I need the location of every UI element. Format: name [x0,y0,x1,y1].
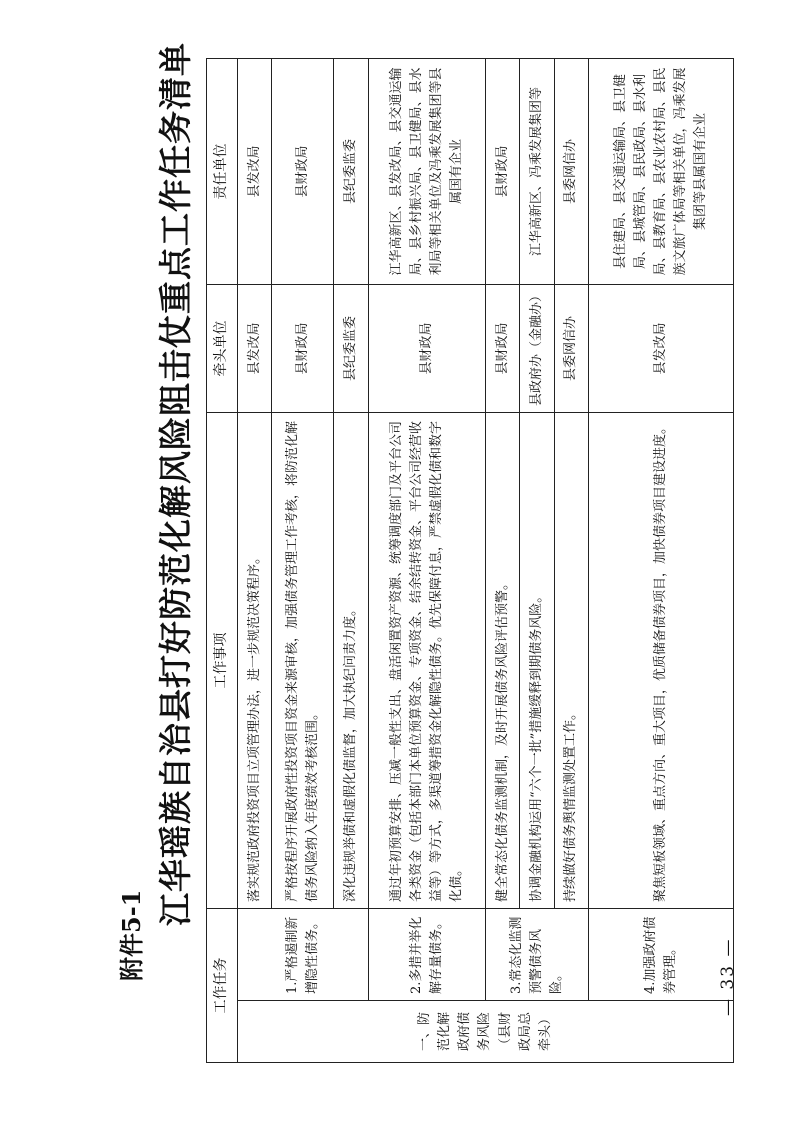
resp-cell: 县住建局、县交通运输局、县卫健局、县城管局、县民政局、县水利局、县教育局、县农业农村局、县民族文旅广体局等相关单位，冯乘发展集团等县属国有企业 [589,59,734,285]
lead-cell: 县发改局 [589,285,734,413]
subtask-cell: 3.常态化监测预警债务风险。 [485,909,588,1001]
table-row [589,59,734,1063]
resp-cell: 县财政局 [272,59,334,285]
subtask-cell: 4.加强政府债券管理。 [589,909,734,1001]
task-table [206,58,734,1063]
table-header-row [207,59,238,1063]
header-item: 工作事项 [207,413,238,909]
table-row [238,59,272,1063]
resp-cell: 江华高新区、冯乘发展集团等 [520,59,554,285]
item-cell: 落实规范政府投资项目立项管理办法，进一步规范决策程序。 [238,413,272,909]
subtask-cell: 1.严格遏制新增隐性债务。 [238,909,369,1001]
item-cell: 健全常态化债务监测机制，及时开展债务风险评估预警。 [485,413,519,909]
header-task: 工作任务 [207,909,238,1063]
item-cell: 持续做好债务舆情监测处置工作。 [554,413,588,909]
table-row [368,59,485,1063]
subtask-cell: 2.多措并举化解存量债务。 [368,909,485,1001]
table-row [485,59,519,1063]
resp-cell: 县纪委监委 [334,59,368,285]
lead-cell: 县委网信办 [554,285,588,413]
lead-cell: 县发改局 [238,285,272,413]
primary-task-cell: 一、防范化解政府债务风险（县财政局总牵头） [238,1001,734,1063]
item-cell: 协调金融机构运用“六个一批”措施缓释到期债务风险。 [520,413,554,909]
item-cell: 严格按程序开展政府性投资项目资金来源审核，加强债务管理工作考核，将防范化解债务风险纳入年度绩效考核范围。 [272,413,334,909]
lead-cell: 县纪委监委 [334,285,368,413]
header-lead: 牵头单位 [207,285,238,413]
lead-cell: 县政府办（金融办） [520,285,554,413]
page-number: — 33 — [718,937,738,1016]
lead-cell: 县财政局 [368,285,485,413]
attachment-label: 附件5-1 [117,889,146,981]
item-cell: 通过年初预算安排、压减一般性支出、盘活闲置资产资源、统筹调度部门及平台公司各类资金（包括本部门本单位预算资金、专项资金、结余结转资金、平台公司经营收益等）等方式，多渠道筹措资金化解隐性债务。优先保障付息，严禁虚假化债和数字化债。 [368,413,485,909]
header-resp: 责任单位 [207,59,238,285]
item-cell: 深化违规举债和虚假化债监督，加大执纪问责力度。 [334,413,368,909]
lead-cell: 县财政局 [272,285,334,413]
document-title: 江华瑶族自治县打好防范化解风险阻击仗重点工作任务清单 [156,42,195,926]
resp-cell: 县委网信办 [554,59,588,285]
lead-cell: 县财政局 [485,285,519,413]
resp-cell: 江华高新区、县发改局、县交通运输局、县乡村振兴局、县卫健局、县水利局等相关单位及冯乘发展集团等县属国有企业 [368,59,485,285]
resp-cell: 县财政局 [485,59,519,285]
item-cell: 聚焦短板领域、重点方向、重大项目，优质储备债券项目，加快债券项目建设进度。 [589,413,734,909]
resp-cell: 县发改局 [238,59,272,285]
